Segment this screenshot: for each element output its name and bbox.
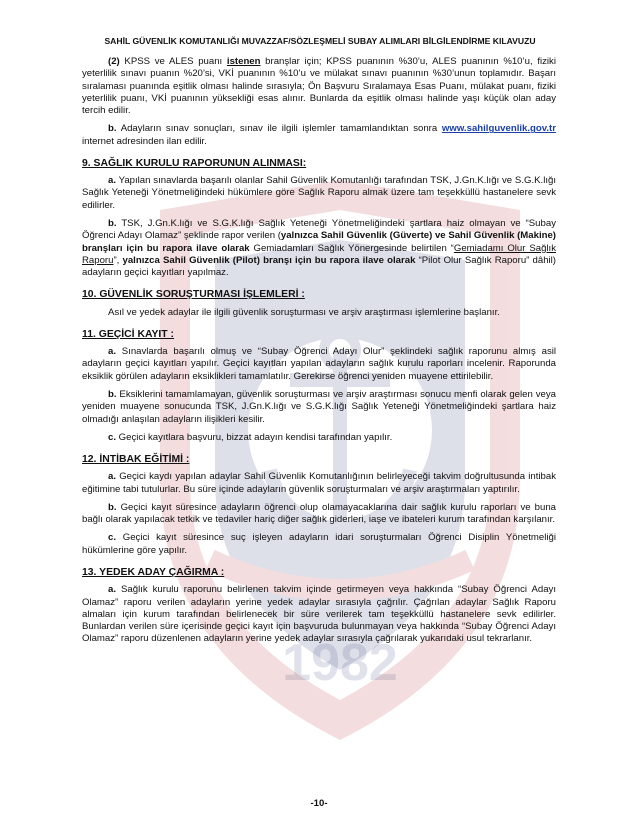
section-9-item-a	[82, 175, 556, 212]
section-12-item-c	[82, 532, 556, 557]
item-letter: c.	[108, 532, 117, 544]
website-link[interactable]: www.sahilguvenlik.gov.tr	[441, 123, 556, 135]
item-letter: a.	[108, 346, 117, 358]
item-letter: b.	[108, 123, 117, 135]
section-10-text: Asıl ve yedek adaylar ile ilgili güvenlik soruşturması ve arşiv araştırması işlemlerine başlanır.	[108, 306, 500, 318]
text: TSK, J.Gn.K.lığı ve S.G.K.lığı Sağlık Yeteneği Yönetmeliğindeki şartlara haiz olmayan ve “Subay Öğrenci Adayı Olamaz” şeklinde rapor verilen (	[82, 217, 556, 242]
section-12-item-a	[82, 471, 556, 496]
item-letter: b.	[108, 501, 117, 513]
emblem-year: 1982	[282, 634, 398, 692]
paragraph-results	[82, 123, 556, 148]
text: branşlar için; KPSS puanının %30’u, ALES puanının %10’u, fiziki yeterlilik sınavı puanın %20’si, VKİ puanının %10’u ve mülakat sınavı puanının %30’unun toplamıdır. Başarı sıralaması puanında eşitlik olması halinde sırasıyla; Ön Başvuru Sıralamaya Esas Puanı, mülakat puanı, fiziki yeterlilik puanı, VKİ puanının yüksekliği esas alınır. Bunlarda da eşitlik olması halinde yaşı küçük olan aday tercih edilir.	[82, 56, 556, 117]
item-letter: b.	[108, 217, 117, 229]
text: Geçici kayıt süresince adayların öğrenci olup olamayacaklarına dair sağlık kurulu raporları ve buna bağlı olarak yapılacak tetkik ve tedaviler hariç diğer sağlık giderleri, iaşe ve ibateleri kurum tarafından karşılanır.	[82, 501, 556, 526]
section-13-item-a	[82, 584, 556, 645]
section-13-title: 13. YEDEK ADAY ÇAĞIRMA :	[82, 566, 225, 578]
bold-text: yalnızca Sahil Güvenlik (Pilot) branşı için bu rapora ilave olarak	[122, 254, 416, 266]
text: Geçici kaydı yapılan adaylar Sahil Güvenlik Komutanlığının belirleyeceği takvim doğrultusunda intibak eğitimine tabi tutulurlar. Bu süre içinde adayların güvenlik soruşturmaları ve arşiv araştırmaları yaptırılır.	[82, 471, 556, 495]
bold-text: yalnızca Sahil Güvenlik (Güverte) ve Sahil Güvenlik (Makine) branşları için bu rapora ilave olarak	[82, 230, 557, 254]
document-body	[82, 56, 556, 652]
section-11-title: 11. GEÇİCİ KAYIT :	[82, 328, 175, 340]
section-10-title: 10. GÜVENLİK SORUŞTURMASI İŞLEMLERİ :	[82, 289, 305, 301]
text: “Pilot Olur Sağlık Raporu” dâhil) adayların geçici kayıtları yapılmaz.	[82, 254, 556, 279]
section-9-item-b	[82, 218, 556, 279]
text: Eksiklerini tamamlamayan, güvenlik soruşturması ve arşiv araştırması sonucu menfi olarak gelen veya yeniden muayene sonucunda TSK, J.Gn.K.lığı ve S.G.K.lığı Sağlık Yeteneği Yönetmeliğindeki şartlara haiz olmadığı anlaşılan adayların ilişikleri kesilir.	[82, 388, 556, 425]
item-letter: a.	[108, 175, 117, 187]
text: KPSS ve ALES puanı	[119, 56, 227, 67]
section-11-item-b	[82, 389, 556, 426]
section-11-item-c	[82, 432, 556, 444]
item-letter: b.	[108, 388, 117, 400]
emphasis: istenen	[226, 56, 261, 67]
paragraph-kpss-ales	[82, 56, 556, 117]
section-12-title: 12. İNTİBAK EĞİTİMİ :	[82, 454, 190, 466]
text: Adayların sınav sonuçları, sınav ile ilgili işlemler tamamlandıktan sonra	[116, 123, 442, 135]
item-letter: a.	[108, 471, 117, 483]
text: Gemiadamları Sağlık Yönergesinde belirtilen “	[249, 242, 454, 254]
text: Geçici kayıt süresince suç işleyen adayların idari soruşturmaları Öğrenci Disiplin Yönetmeliği hükümlerine göre yapılır.	[82, 532, 556, 556]
item-letter: c.	[108, 431, 117, 443]
page-header: SAHİL GÜVENLİK KOMUTANLIĞI MUVAZZAF/SÖZLEŞMELİ SUBAY ALIMLARI BİLGİLENDİRME KILAVUZU	[104, 36, 536, 46]
underlined-text: Gemiadamı Olur Sağlık Raporu	[82, 242, 556, 266]
text: Sınavlarda başarılı olmuş ve “Subay Öğrenci Adayı Olur” şeklindeki sağlık raporunu almış asil adayların geçici kayıtları yapılır. Geçici kayıtları yapılan adayların sağlık kurulu raporları incelenir. Raporunda eksiklik görülen adayların eksiklikleri tamamlatılır. Gerekirse öğrenci yeniden muayene ettirilebilir.	[82, 346, 556, 382]
text: Yapılan sınavlarda başarılı olanlar Sahil Güvenlik Komutanlığı tarafından TSK, J.Gn.K.lığı ve S.G.K.lığı Sağlık Yeteneği Yönetmeliğindeki hükümlere göre Sağlık Raporu almak üzere tam teşekküllü hastanelere sevk edilirler.	[82, 175, 556, 211]
section-9-title: 9. SAĞLIK KURULU RAPORUNUN ALINMASI:	[82, 157, 307, 169]
page-number: -10-	[310, 798, 328, 809]
text: Sağlık kurulu raporunu belirlenen takvim içinde getirmeyen veya hakkında “Subay Öğrenci Adayı Olamaz” raporu verilen adayların yerine yedek adaylar sırasıyla çağrılır. Çağrılan adaylar Sağlık Raporu almaları için kurum tarafından belirlenecek bir süre verilerek tam teşekküllü hastanelere sevk edilirler. Bunlardan verilen süre içerisinde geçici kayıt için başvuruda bulunmayan veya hakkında “Subay Öğrenci Adayı Olamaz” raporu düzenlenen adayların yerine yedek adaylar sırasıyla çağrılarak yukarıdaki usul tekrarlanır.	[82, 584, 556, 645]
item-number: (2)	[108, 56, 120, 67]
text: internet adresinden ilan edilir.	[82, 135, 207, 147]
text: ”,	[113, 254, 123, 266]
text: Geçici kayıtlara başvuru, bizzat adayın kendisi tarafından yapılır.	[116, 431, 393, 443]
item-letter: a.	[108, 584, 117, 596]
section-11-item-a	[82, 346, 556, 383]
section-12-item-b	[82, 502, 556, 527]
